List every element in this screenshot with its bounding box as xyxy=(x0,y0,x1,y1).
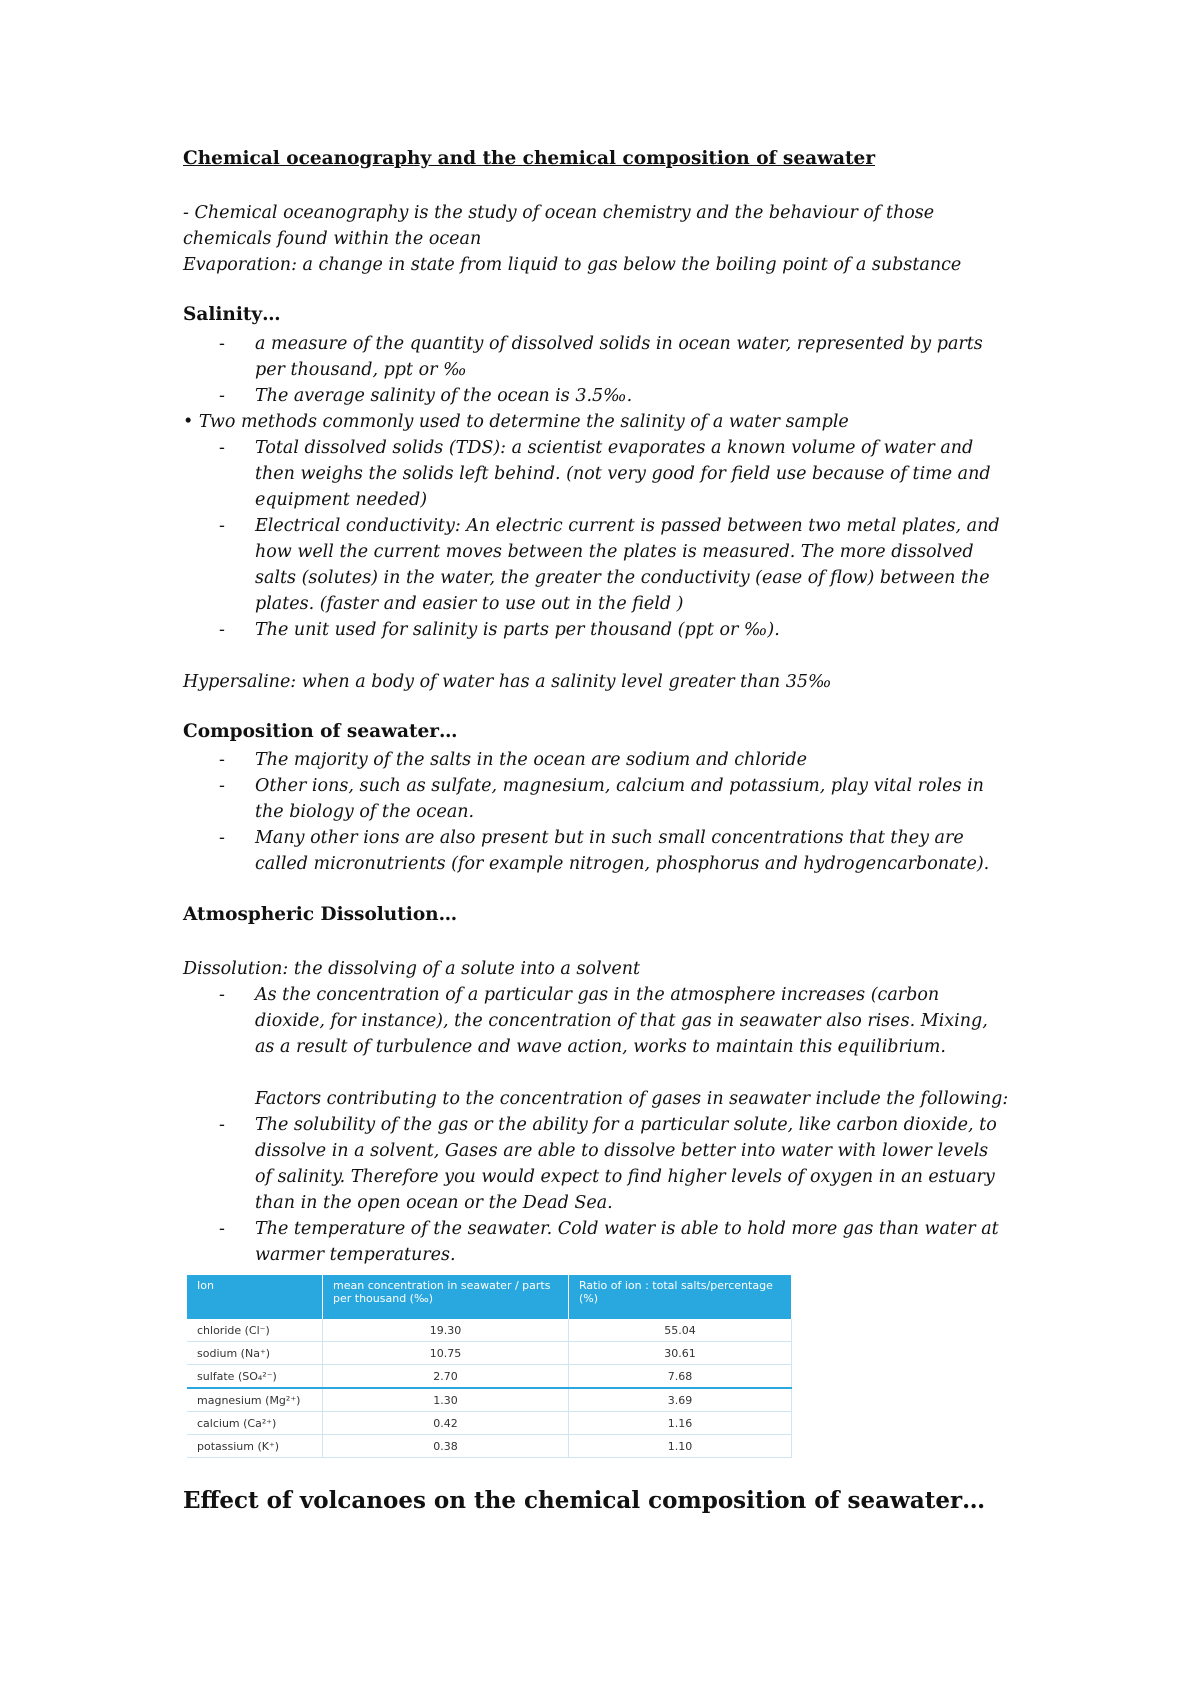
list-item: - The average salinity of the ocean is 3.5‰. xyxy=(219,386,633,406)
column-header-ratio: Ratio of ion : total salts/percentage (%) xyxy=(569,1275,792,1319)
list-item: - The solubility of the gas or the ability for a particular solute, like carbon dioxide, to dissolve in a solvent, Gases are able to dissolve better into water with lower levels of salinity. Therefore you would expect to find higher levels of oxygen in an estuary than in the open ocean or the Dead Sea. xyxy=(219,1115,997,1213)
concentration-cell: 1.30 xyxy=(323,1388,569,1412)
factors-list xyxy=(183,1112,999,1268)
ion-cell: magnesium (Mg²⁺) xyxy=(187,1388,323,1412)
list-item: - The majority of the salts in the ocean are sodium and chloride xyxy=(219,750,807,770)
concentration-cell: 19.30 xyxy=(323,1319,569,1342)
table-header-row xyxy=(187,1275,792,1319)
ratio-cell: 1.16 xyxy=(569,1412,792,1435)
hypersaline-definition: Hypersaline: when a body of water has a salinity level greater than 35‰ xyxy=(183,672,832,692)
ratio-cell: 30.61 xyxy=(569,1342,792,1365)
intro-line: - Chemical oceanography is the study of ocean chemistry and the behaviour of those xyxy=(183,203,935,223)
volcanoes-heading: Effect of volcanoes on the chemical composition of seawater… xyxy=(183,1487,986,1514)
column-header-ion: Ion xyxy=(187,1275,323,1319)
list-item: - Other ions, such as sulfate, magnesium, calcium and potassium, play vital roles in the biology of the ocean. xyxy=(219,776,984,822)
ion-cell: chloride (Cl⁻) xyxy=(187,1319,323,1342)
table-row xyxy=(187,1365,792,1389)
composition-heading: Composition of seawater… xyxy=(183,721,458,742)
list-item: - As the concentration of a particular gas in the atmosphere increases (carbon dioxide, for instance), the concentration of that gas in seawater also rises. Mixing, as a result of turbulence and wave action, works to maintain this equilibrium. xyxy=(219,985,988,1057)
list-item: - The temperature of the seawater. Cold water is able to hold more gas than water at warmer temperatures. xyxy=(219,1219,999,1265)
column-header-concentration: mean concentration in seawater / parts per thousand (‰) xyxy=(323,1275,569,1319)
ion-cell: sodium (Na⁺) xyxy=(187,1342,323,1365)
ion-cell: calcium (Ca²⁺) xyxy=(187,1412,323,1435)
list-item: - a measure of the quantity of dissolved solids in ocean water, represented by parts per thousand, ppt or ‰ xyxy=(219,334,983,380)
intro-line: chemicals found within the ocean xyxy=(183,229,482,249)
concentration-cell: 0.38 xyxy=(323,1435,569,1458)
salinity-list xyxy=(183,331,983,409)
atmospheric-list xyxy=(183,982,988,1060)
list-item: - Many other ions are also present but in such small concentrations that they are called micronutrients (for example nitrogen, phosphorus and hydrogencarbonate). xyxy=(219,828,990,874)
concentration-cell: 2.70 xyxy=(323,1365,569,1389)
list-item: - The unit used for salinity is parts per thousand (ppt or ‰). xyxy=(219,620,780,640)
methods-list xyxy=(183,435,1000,643)
concentration-cell: 10.75 xyxy=(323,1342,569,1365)
ratio-cell: 3.69 xyxy=(569,1388,792,1412)
composition-list xyxy=(183,747,989,877)
atmospheric-heading: Atmospheric Dissolution… xyxy=(183,904,458,925)
methods-intro: • Two methods commonly used to determine the salinity of a water sample xyxy=(183,412,849,432)
ion-cell: potassium (K⁺) xyxy=(187,1435,323,1458)
factors-intro: Factors contributing to the concentration of gases in seawater include the following: xyxy=(255,1089,1009,1109)
ratio-cell: 55.04 xyxy=(569,1319,792,1342)
ratio-cell: 1.10 xyxy=(569,1435,792,1458)
table-row xyxy=(187,1388,792,1412)
salinity-heading: Salinity… xyxy=(183,304,281,325)
page-title: Chemical oceanography and the chemical composition of seawater xyxy=(183,148,876,169)
table-row xyxy=(187,1435,792,1458)
ion-concentration-table xyxy=(187,1275,792,1458)
table-row xyxy=(187,1412,792,1435)
dissolution-definition: Dissolution: the dissolving of a solute into a solvent xyxy=(183,959,641,979)
concentration-cell: 0.42 xyxy=(323,1412,569,1435)
evaporation-definition: Evaporation: a change in state from liquid to gas below the boiling point of a substance xyxy=(183,255,962,275)
list-item: - Electrical conductivity: An electric current is passed between two metal plates, and how well the current moves between the plates is measured. The more dissolved salts (solutes) in the water, the greater the conductivity (ease of flow) between the plates. (faster and easier to use out in the field ) xyxy=(219,516,1000,614)
ratio-cell: 7.68 xyxy=(569,1365,792,1389)
list-item: - Total dissolved solids (TDS): a scientist evaporates a known volume of water and then weighs the solids left behind. (not very good for field use because of time and equipment needed) xyxy=(219,438,991,510)
ion-cell: sulfate (SO₄²⁻) xyxy=(187,1365,323,1389)
table-row xyxy=(187,1342,792,1365)
table-row xyxy=(187,1319,792,1342)
